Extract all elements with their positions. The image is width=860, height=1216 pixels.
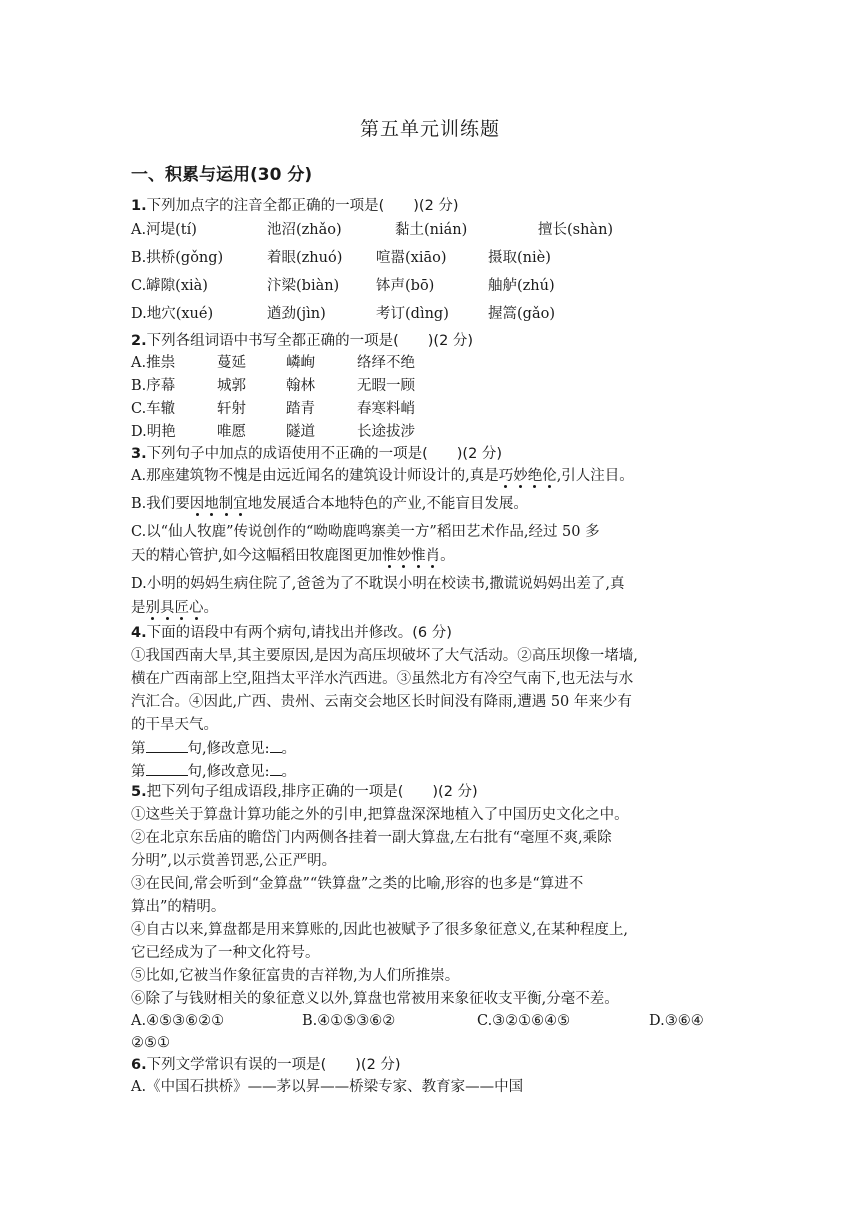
- question-4-passage-line: 汽汇合。④因此,广西、贵州、云南交会地区长时间没有降雨,遭遇 50 年来少有: [131, 694, 632, 710]
- question-5-sentence: ④自古以来,算盘都是用来算账的,因此也被赋予了很多象征意义,在某种程度上,: [131, 922, 628, 938]
- section-heading: 一、积累与运用(30 分): [131, 165, 313, 185]
- question-5-sentence: ②在北京东岳庙的瞻岱门内两侧各挂着一副大算盘,左右批有“毫厘不爽,乘除: [131, 830, 612, 846]
- answer-blank[interactable]: [270, 738, 282, 753]
- question-4-passage-line: 横在广西南部上空,阻挡太平洋水汽西进。③虽然北方有冷空气南下,也无法与水: [131, 671, 634, 687]
- question-1-stem: 1.下列加点字的注音全都正确的一项是( )(2 分): [131, 198, 459, 214]
- option-d: D.③⑥④: [649, 1013, 704, 1029]
- option-b: B.④①⑤③⑥②: [302, 1013, 396, 1029]
- question-6-stem: 6.下列文学常识有误的一项是( )(2 分): [131, 1057, 401, 1073]
- question-3-option-a: A.那座建筑物不愧是由远近闻名的建筑设计师设计的,真是巧妙绝伦,引人注目。: [131, 468, 634, 484]
- question-3-option-c-line-1: C.以“仙人牧鹿”传说创作的“呦呦鹿鸣寨美一方”稻田艺术作品,经过 50 多: [131, 524, 600, 540]
- question-5-sentence: ③在民间,常会听到“金算盘”“铁算盘”之类的比喻,形容的也多是“算进不: [131, 876, 584, 892]
- question-5-option-d-wrap: ②⑤①: [131, 1035, 170, 1051]
- answer-blank[interactable]: [146, 738, 188, 753]
- question-5-sentence: ⑤比如,它被当作象征富贵的吉祥物,为人们所推崇。: [131, 968, 460, 984]
- question-5-sentence: 它已经成为了一种文化符号。: [131, 945, 320, 961]
- answer-blank[interactable]: [146, 761, 188, 776]
- question-4-stem: 4.下面的语段中有两个病句,请找出并修改。(6 分): [131, 625, 452, 641]
- exam-page: 第五单元训练题 一、积累与运用(30 分) 1.下列加点字的注音全都正确的一项是( )(2 分) A.河堤(tí) 池沼(zhǎo) 黏土(nián) 擅长(shàn) B.拱桥(gǒng) 着眼(zhuó) 喧嚣(xiāo) 摄取(niè) C.罅隙(xià) 汴梁(biàn) 钵声(bō) 舳舻(zhú) D.地穴(xué) 遒劲(jìn) 考订(dìng) 握篙(gǎo) 2.下列各组词语中书写全都正确的一项是( )(2 分) A.推祟 蔓延 嶙峋 络绎不绝 B.序幕 城郭 翰林 无暇一顾 C.车辙 轩射 踏青 春寒料峭 D.明艳 唯愿 隧道 长途拔涉 3.下列句子中加点的成语使用不正确的一项是( )(2 分) A.那座建筑物不愧是由远近闻名的建筑设计师设计的,真是巧妙绝伦,引人注目。 B.我们要因地制宜地发展适合本地特色的产业,不能盲目发展。 C.以“仙人牧鹿”传说创作的“呦呦鹿鸣寨美一方”稻田艺术作品,经过 50 多 天的精心管护,如今这幅稻田牧鹿图更加惟妙惟肖。 D.小明的妈妈生病住院了,爸爸为了不耽误小明在校读书,撒谎说妈妈出差了,真 是别具匠心。 4.下面的语段中有两个病句,请找出并修改。(6 分) ①我国西南大旱,其主要原因,是因为高压坝破坏了大气活动。②高压坝像一堵墙, 横在广西南部上空,阻挡太平洋水汽西进。③虽然北方有冷空气南下,也无法与水 汽汇合。④因此,广西、贵州、云南交会地区长时间没有降雨,遭遇 50 年来少有 的干旱天气。 第 句,修改意见: 。 第 句,修改意见: 。 5.把下列句子组成语段,排序正确的一项是( )(2 分) ①这些关于算盘计算功能之外的引申,把算盘深深地植入了中国历史文化之中。 ②在北京东岳庙的瞻岱门内两侧各挂着一副大算盘,左右批有“毫厘不爽,乘除 分明”,以示赏善罚恶,公正严明。 ③在民间,常会听到“金算盘”“铁算盘”之类的比喻,形容的也多是“算进不 算出”的精明。 ④自古以来,算盘都是用来算账的,因此也被赋予了很多象征意义,在某种程度上, 它已经成为了一种文化符号。 ⑤比如,它被当作象征富贵的吉祥物,为人们所推崇。 ⑥除了与钱财相关的象征意义以外,算盘也常被用来象征收支平衡,分毫不差。 A.④⑤③⑥②① B.④①⑤③⑥② C.③②①⑥④⑤ D.③⑥④ ②⑤① 6.下列文学常识有误的一项是( )(2 分) A.《中国石拱桥》——茅以昇——桥梁专家、教育家——中国: [0, 0, 860, 1216]
- question-5-sentence: 分明”,以示赏善罚恶,公正严明。: [131, 853, 337, 869]
- question-5-sentence: 算出”的精明。: [131, 899, 226, 915]
- dotted-idiom: 惟妙惟肖: [382, 548, 441, 564]
- page-title: 第五单元训练题: [359, 118, 500, 140]
- question-5-stem: 5.把下列句子组成语段,排序正确的一项是( )(2 分): [131, 784, 478, 800]
- question-3-option-c-line-2: 天的精心管护,如今这幅稻田牧鹿图更加惟妙惟肖。: [131, 548, 455, 564]
- dotted-idiom: 别具匠心: [145, 600, 204, 616]
- question-3-stem: 3.下列句子中加点的成语使用不正确的一项是( )(2 分): [131, 446, 503, 462]
- option-c: C.③②①⑥④⑤: [477, 1013, 571, 1029]
- question-3-option-d-line-1: D.小明的妈妈生病住院了,爸爸为了不耽误小明在校读书,撒谎说妈妈出差了,真: [131, 576, 625, 592]
- question-6-option-a: A.《中国石拱桥》——茅以昇——桥梁专家、教育家——中国: [131, 1079, 524, 1095]
- question-4-answer-line-2: 第 句,修改意见: 。: [131, 761, 296, 782]
- question-3-option-d-line-2: 是别具匠心。: [131, 600, 218, 616]
- dotted-idiom: 因地制宜: [189, 496, 248, 512]
- option-a: A.④⑤③⑥②①: [131, 1013, 225, 1029]
- question-2-stem: 2.下列各组词语中书写全都正确的一项是( )(2 分): [131, 333, 474, 349]
- question-3-option-b: B.我们要因地制宜地发展适合本地特色的产业,不能盲目发展。: [131, 496, 528, 512]
- question-4-passage-line: 的干旱天气。: [131, 717, 218, 733]
- question-5-sentence: ⑥除了与钱财相关的象征意义以外,算盘也常被用来象征收支平衡,分毫不差。: [131, 991, 619, 1007]
- question-4-answer-line-1: 第 句,修改意见: 。: [131, 738, 296, 759]
- question-4-passage-line: ①我国西南大旱,其主要原因,是因为高压坝破坏了大气活动。②高压坝像一堵墙,: [131, 648, 638, 664]
- answer-blank[interactable]: [270, 761, 282, 776]
- dotted-idiom: 巧妙绝伦: [498, 468, 557, 484]
- question-5-sentence: ①这些关于算盘计算功能之外的引申,把算盘深深地植入了中国历史文化之中。: [131, 807, 629, 823]
